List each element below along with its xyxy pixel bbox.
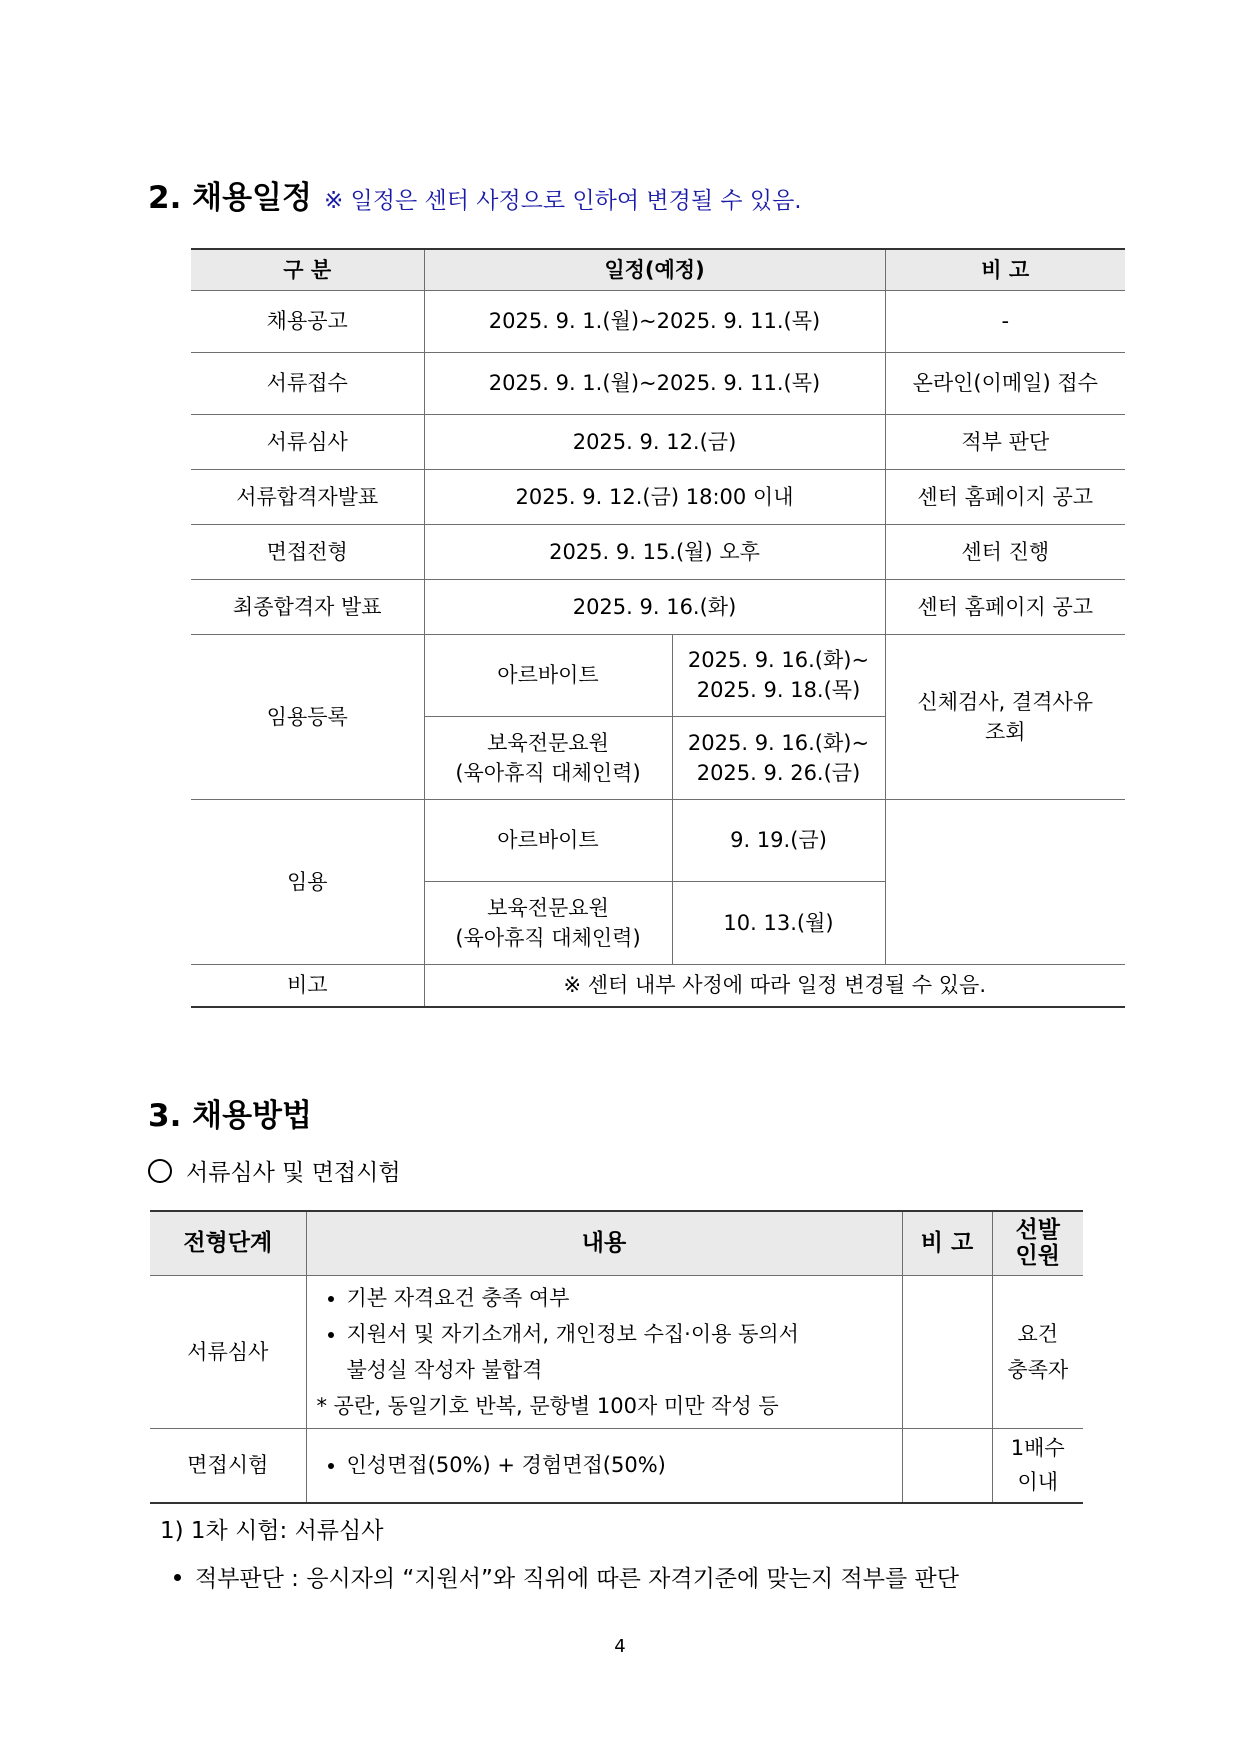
appointment-date: 9. 19.(금) xyxy=(672,799,885,881)
row-date: 2025. 9. 16.(화) xyxy=(424,579,885,634)
row-date: 2025. 9. 1.(월)~2025. 9. 11.(목) xyxy=(424,290,885,352)
list-item: • 인성면접(50%) + 경험면접(50%) xyxy=(347,1447,892,1483)
table-row xyxy=(191,352,1125,414)
row-label: 채용공고 xyxy=(191,290,424,352)
step1-bullet-text: 적부판단 : 응시자의 “지원서”와 직위에 따른 자격기준에 맞는지 적부를 판단 xyxy=(195,1566,959,1592)
circle-icon xyxy=(148,1159,172,1183)
count-line1: 1배수 xyxy=(1010,1436,1065,1461)
row-remark: 온라인(이메일) 접수 xyxy=(885,352,1125,414)
table-row xyxy=(191,524,1125,579)
registration-date xyxy=(672,716,885,799)
remark-line2: 조회 xyxy=(984,719,1026,744)
doc-review-remark xyxy=(902,1275,992,1428)
stage-doc-review: 서류심사 xyxy=(150,1275,306,1428)
table-row xyxy=(191,290,1125,352)
appointment-type xyxy=(424,881,672,964)
table-row xyxy=(191,799,1125,881)
registration-remark xyxy=(885,634,1125,799)
row-label: 서류접수 xyxy=(191,352,424,414)
header-remark: 비 고 xyxy=(902,1211,992,1275)
row-remark: 적부 판단 xyxy=(885,414,1125,469)
bullet2-line2: 불성실 작성자 불합격 xyxy=(346,1357,543,1382)
table-row xyxy=(191,964,1125,1007)
section2-note: ※ 일정은 센터 사정으로 인하여 변경될 수 있음. xyxy=(323,188,802,214)
registration-type xyxy=(424,634,672,716)
appointment-remark xyxy=(885,799,1125,964)
type-line1: 보육전문요원 xyxy=(487,895,609,920)
stage-interview: 면접시험 xyxy=(150,1428,306,1503)
method-table xyxy=(150,1210,1083,1504)
table-row xyxy=(191,634,1125,716)
subtitle-text: 서류심사 및 면접시험 xyxy=(186,1160,401,1186)
type-line1: 보육전문요원 xyxy=(487,730,609,755)
row-remark: - xyxy=(885,290,1125,352)
header-remark: 비 고 xyxy=(885,249,1125,290)
row-remark: 센터 홈페이지 공고 xyxy=(885,469,1125,524)
type-line1: 아르바이트 xyxy=(497,828,599,852)
count-line1: 요건 xyxy=(1017,1321,1059,1346)
row-remark: 센터 홈페이지 공고 xyxy=(885,579,1125,634)
count-line2: 이내 xyxy=(1017,1470,1059,1495)
count-line2: 인원 xyxy=(1015,1243,1060,1270)
date-line2: 2025. 9. 26.(금) xyxy=(696,760,861,785)
type-line2: (육아휴직 대체인력) xyxy=(455,760,641,785)
type-line1: 아르바이트 xyxy=(497,663,599,687)
header-stage: 전형단계 xyxy=(150,1211,306,1275)
list-item: • 기본 자격요건 충족 여부 xyxy=(347,1280,892,1316)
registration-label: 임용등록 xyxy=(191,634,424,799)
doc-review-count xyxy=(992,1275,1083,1428)
remark-line1: 신체검사, 결격사유 xyxy=(917,689,1094,714)
date-line1: 2025. 9. 16.(화)~ xyxy=(687,648,870,672)
registration-date xyxy=(672,634,885,716)
date-line2: 2025. 9. 18.(목) xyxy=(696,678,861,702)
header-schedule: 일정(예정) xyxy=(424,249,885,290)
row-date: 2025. 9. 15.(월) 오후 xyxy=(424,524,885,579)
bullet2-line1: 지원서 및 자기소개서, 개인정보 수집·이용 동의서 xyxy=(346,1321,799,1346)
row-remark: 센터 진행 xyxy=(885,524,1125,579)
count-line1: 선발 xyxy=(1015,1217,1060,1244)
table-row xyxy=(191,579,1125,634)
row-date: 2025. 9. 12.(금) xyxy=(424,414,885,469)
section2-title: 2. 채용일정 xyxy=(148,180,312,216)
registration-type xyxy=(424,716,672,799)
schedule-header-row xyxy=(191,249,1125,290)
section2-heading xyxy=(148,172,802,217)
date-line1: 2025. 9. 16.(화)~ xyxy=(687,730,870,755)
table-row xyxy=(191,469,1125,524)
header-content: 내용 xyxy=(306,1211,902,1275)
table-row xyxy=(150,1428,1083,1503)
section3-heading: 3. 채용방법 xyxy=(148,1098,312,1134)
method-header-row xyxy=(150,1211,1083,1275)
step1-title: 1) 1차 시험: 서류심사 xyxy=(160,1518,384,1544)
footer-text: ※ 센터 내부 사정에 따라 일정 변경될 수 있음. xyxy=(424,964,1125,1007)
interview-remark xyxy=(902,1428,992,1503)
count-line2: 충족자 xyxy=(1007,1357,1069,1382)
footer-label: 비고 xyxy=(191,964,424,1007)
doc-review-note: * 공란, 동일기호 반복, 문항별 100자 미만 작성 등 xyxy=(316,1393,779,1418)
bullet-icon xyxy=(174,1574,181,1581)
step1-bullet xyxy=(174,1560,959,1593)
interview-count xyxy=(992,1428,1083,1503)
appointment-type xyxy=(424,799,672,881)
section3-subtitle xyxy=(148,1154,401,1187)
row-label: 서류심사 xyxy=(191,414,424,469)
row-label: 서류합격자발표 xyxy=(191,469,424,524)
table-row xyxy=(150,1275,1083,1428)
table-row xyxy=(191,414,1125,469)
list-item xyxy=(347,1316,892,1388)
header-category: 구 분 xyxy=(191,249,424,290)
row-date: 2025. 9. 1.(월)~2025. 9. 11.(목) xyxy=(424,352,885,414)
doc-review-content xyxy=(306,1275,902,1428)
page-number: 4 xyxy=(614,1636,626,1657)
interview-content xyxy=(306,1428,902,1503)
type-line2: (육아휴직 대체인력) xyxy=(455,925,641,950)
schedule-table xyxy=(191,248,1125,1008)
appointment-label: 임용 xyxy=(191,799,424,964)
row-date: 2025. 9. 12.(금) 18:00 이내 xyxy=(424,469,885,524)
row-label: 최종합격자 발표 xyxy=(191,579,424,634)
header-count xyxy=(992,1211,1083,1275)
appointment-date: 10. 13.(월) xyxy=(672,881,885,964)
row-label: 면접전형 xyxy=(191,524,424,579)
